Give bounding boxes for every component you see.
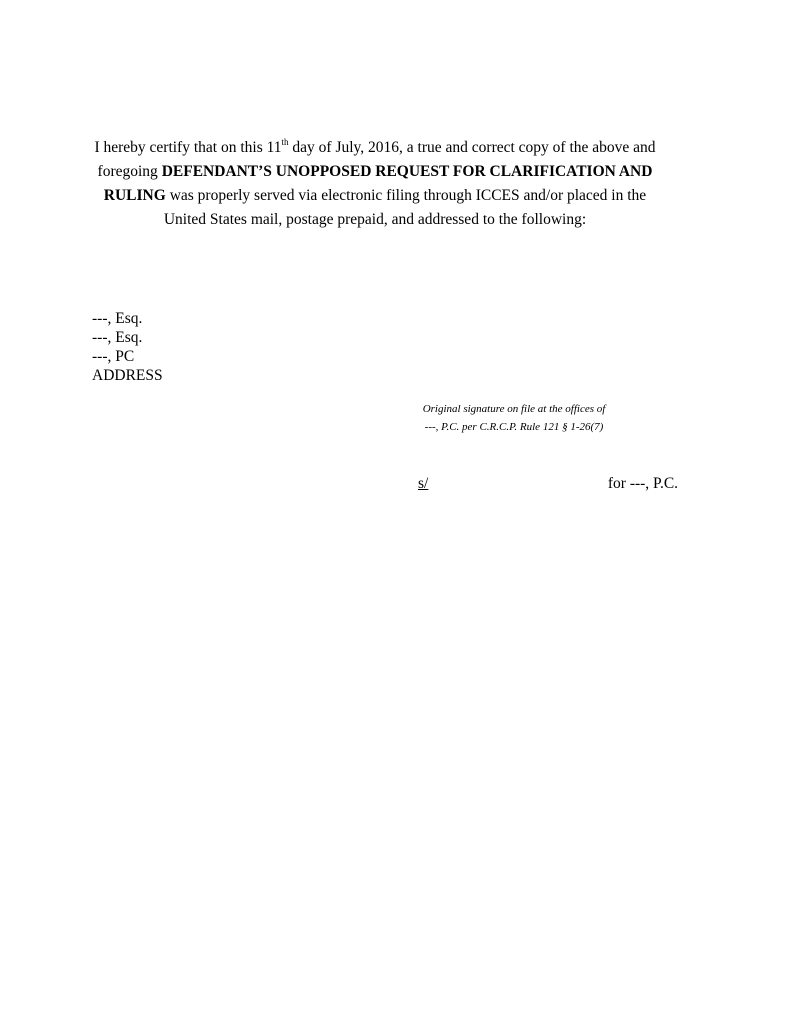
certify-closing-text: was properly served via electronic filing through ICCES and/or placed in the United States mail, postage prepaid, and addressed to the following: xyxy=(163,187,647,228)
addressee-line: ---, Esq. xyxy=(92,310,143,327)
signature-note xyxy=(396,400,632,436)
signature-blank: s/ xyxy=(418,475,429,492)
ordinal-suffix: th xyxy=(281,136,289,147)
signature-line xyxy=(418,473,678,495)
document-title: DEFENDANT’S UNOPPOSED REQUEST FOR CLARIFICATION AND RULING xyxy=(103,163,653,204)
addressee-line: ---, PC xyxy=(92,348,135,365)
signature-note-line-1: Original signature on file at the offices of xyxy=(422,403,606,415)
addressee-block xyxy=(92,309,163,385)
signature-for-text: for ---, P.C. xyxy=(604,475,679,492)
addressee-line: ---, Esq. xyxy=(92,329,143,346)
certificate-of-service-paragraph xyxy=(84,136,666,232)
certify-intro-text: I hereby certify that on this 11 xyxy=(94,139,282,156)
address-line: ADDRESS xyxy=(92,367,163,384)
signature-note-line-2: ---, P.C. per C.R.C.P. Rule 121 § 1-26(7) xyxy=(424,421,604,433)
certify-date-text: day of July, 2016, a true and correct copy of the above and foregoing xyxy=(97,139,656,180)
